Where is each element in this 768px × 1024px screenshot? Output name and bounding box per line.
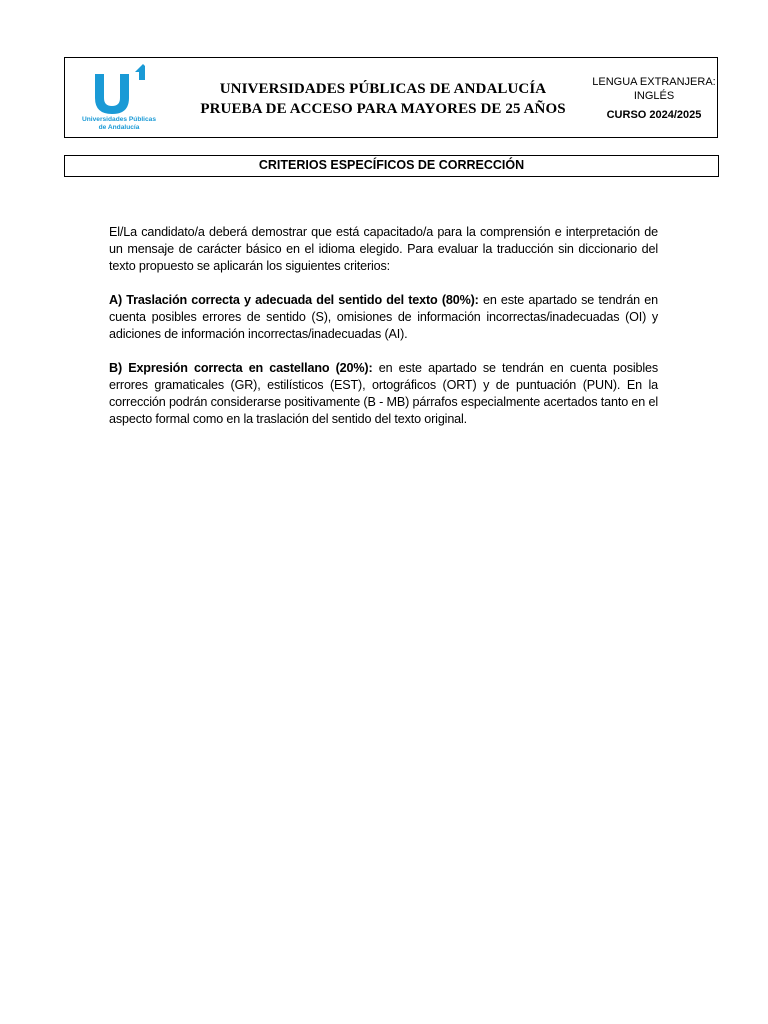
intro-paragraph: El/La candidato/a deberá demostrar que está capacitado/a para la comprensión e interpretación de un mensaje de carácter básico en el idioma elegido. Para evaluar la traducción sin diccionario del texto propuesto se aplicarán los siguientes criterios: <box>109 225 658 273</box>
university-logo <box>73 62 165 136</box>
subject-line-2: INGLÉS <box>633 89 675 102</box>
section-title: CRITERIOS ESPECÍFICOS DE CORRECCIÓN <box>64 155 719 177</box>
logo-caption <box>73 116 165 131</box>
u-logo-icon <box>73 62 165 118</box>
document-title <box>183 79 583 119</box>
criterion-a-text: en este apartado se tendrán en cuenta posibles errores de sentido (S), omisiones de información incorrectas/inadecuadas (OI) y adiciones de información incorrectas/inadecuadas (AI). <box>109 293 658 341</box>
criterion-b-text: en este apartado se tendrán en cuenta posibles errores gramaticales (GR), estilísticos (EST), ortográficos (ORT) y de puntuación (PUN). En la corrección podrán considerarse positivamente (B - MB) párrafos especialmente acertados tanto en el aspecto formal como en la traslación del sentido del texto original. <box>109 361 658 426</box>
logo-caption-line1: Universidades Públicas <box>81 116 157 123</box>
subject-line-1: LENGUA EXTRANJERA: <box>592 76 716 88</box>
title-line-1: UNIVERSIDADES PÚBLICAS DE ANDALUCÍA <box>219 81 547 97</box>
logo-caption-line2: de Andalucía <box>98 123 140 131</box>
subject-info <box>585 76 723 123</box>
criterion-b-paragraph <box>109 360 658 428</box>
criterion-b-heading: B) Expresión correcta en castellano (20%): <box>109 361 373 375</box>
document-header <box>64 57 718 138</box>
criterion-a-heading: A) Traslación correcta y adecuada del sentido del texto (80%): <box>109 293 479 307</box>
document-body <box>109 224 658 445</box>
course-year: CURSO 2024/2025 <box>606 109 702 121</box>
title-line-2: PRUEBA DE ACCESO PARA MAYORES DE 25 AÑOS <box>200 101 566 117</box>
criterion-a-paragraph <box>109 292 658 343</box>
